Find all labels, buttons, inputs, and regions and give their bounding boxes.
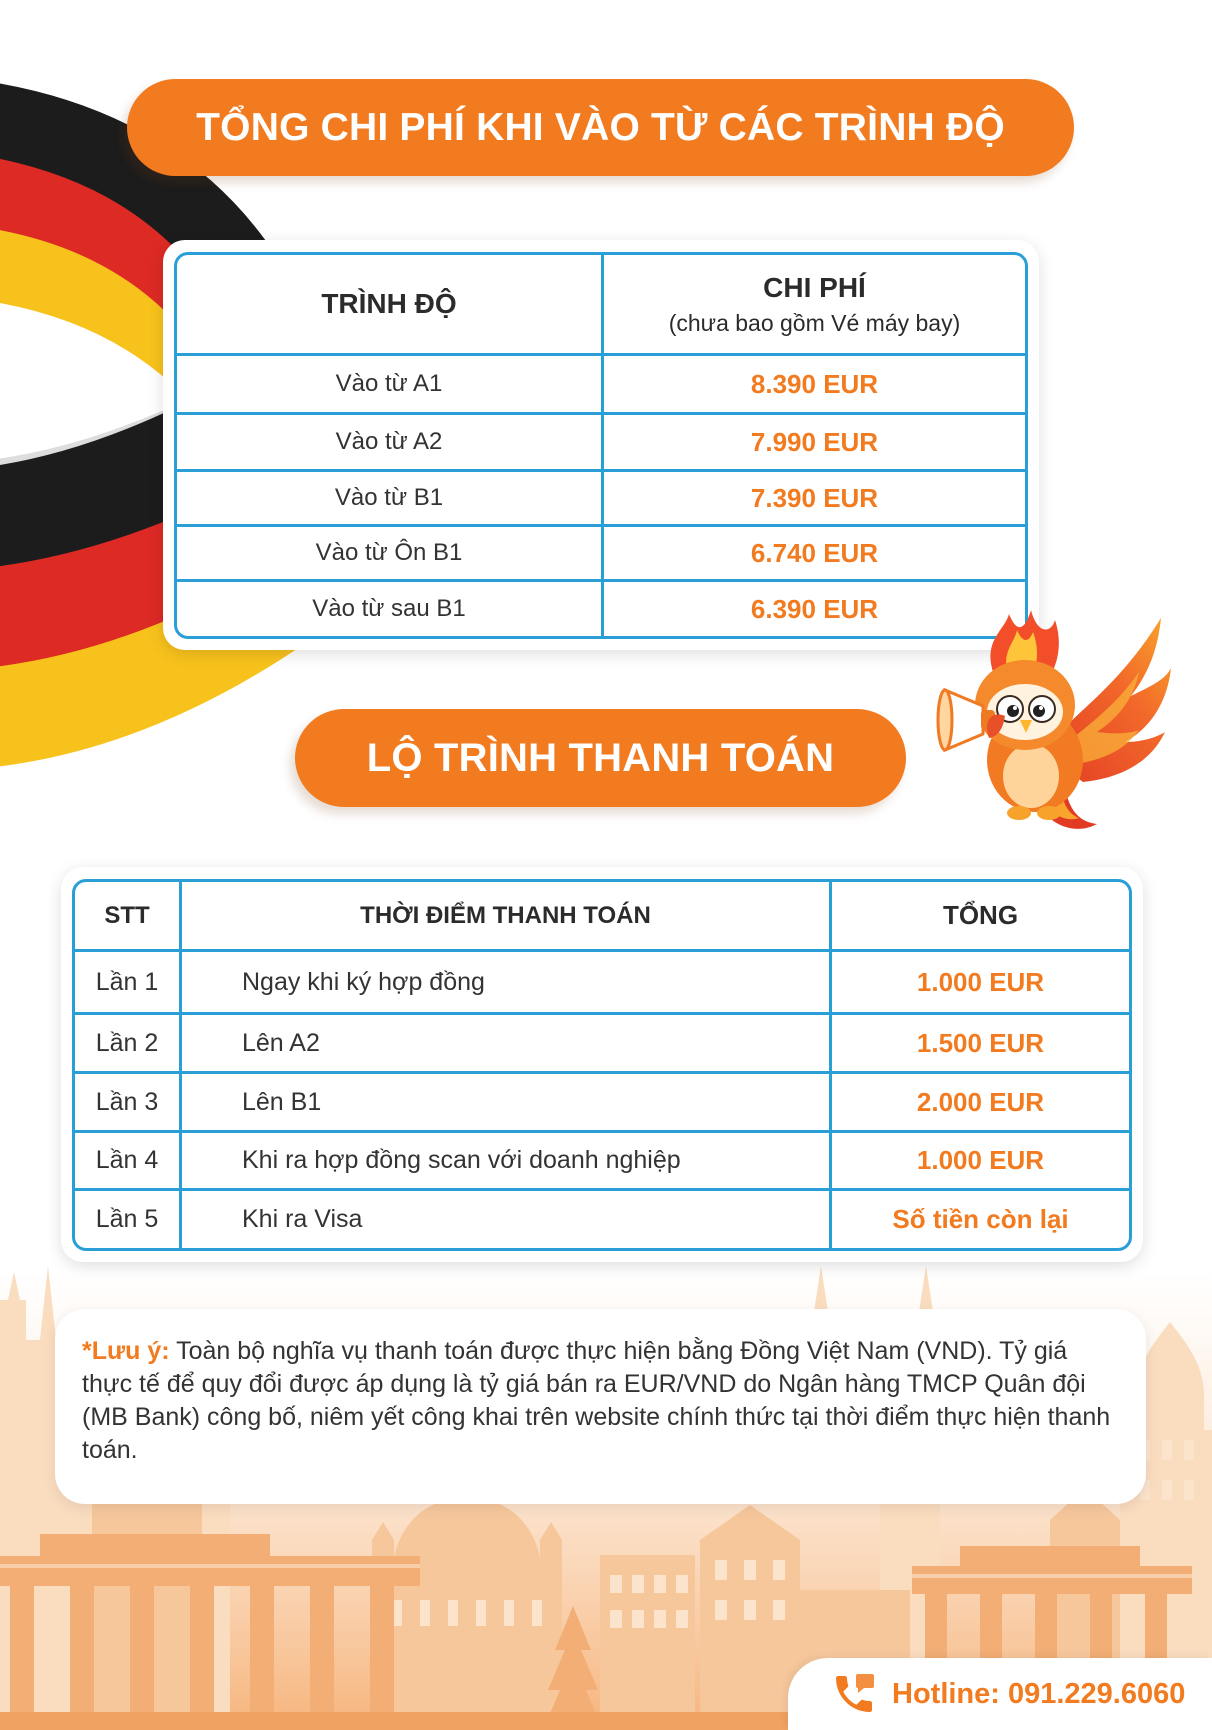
cost-row-level: Vào từ sau B1 [177, 582, 604, 636]
cost-table-header-cost [604, 255, 1025, 356]
hotline-pill [788, 1658, 1212, 1730]
payment-row-no: Lần 5 [75, 1191, 182, 1248]
cost-row-value: 6.740 EUR [604, 527, 1025, 582]
payment-row-no: Lần 1 [75, 952, 182, 1015]
cost-header-title: CHI PHÍ [763, 271, 866, 303]
payment-row-total: 1.000 EUR [832, 952, 1129, 1015]
cost-table-header-level: TRÌNH ĐỘ [177, 255, 604, 356]
payment-row-time: Khi ra Visa [182, 1191, 832, 1248]
hotline-label: Hotline: [892, 1677, 1000, 1710]
note-label: *Lưu ý: [82, 1337, 170, 1365]
payment-row-no: Lần 3 [75, 1074, 182, 1133]
hotline-number: 091.229.6060 [1007, 1677, 1186, 1710]
cost-row-value: 6.390 EUR [750, 593, 879, 624]
note-text: Toàn bộ nghĩa vụ thanh toán được thực hiện bằng Đồng Việt Nam (VND). Tỷ giá thực tế để quy đổi được áp dụng là tỷ giá bán ra EUR/VND do Ngân hàng TMCP Quân đội (MB Bank) công bố, niêm yết công khai trên website chính thức tại thời điểm thực hiện thanh toán. [82, 1337, 1111, 1464]
phone-icon [830, 1670, 878, 1718]
cost-row-value: 7.990 EUR [604, 415, 1025, 472]
payment-row-total: Số tiền còn lại [892, 1204, 1069, 1234]
payment-table [72, 879, 1132, 1251]
payment-header-total: TỔNG [832, 882, 1129, 952]
payment-header-time: THỜI ĐIỂM THANH TOÁN [182, 882, 832, 952]
payment-row-no: Lần 2 [75, 1015, 182, 1074]
payment-section-banner [295, 709, 906, 807]
cost-table [174, 252, 1028, 639]
hotline-text [892, 1678, 1185, 1711]
payment-header-no: STT [75, 882, 182, 952]
cost-row-level: Vào từ B1 [177, 472, 604, 527]
cost-row-level: Vào từ Ôn B1 [177, 527, 604, 582]
payment-row-time: Khi ra hợp đồng scan với doanh nghiệp [182, 1133, 832, 1191]
payment-row-total: 2.000 EUR [832, 1074, 1129, 1133]
payment-row-no: Lần 4 [75, 1133, 182, 1191]
cost-row-value: 8.390 EUR [604, 356, 1025, 415]
phoenix-mascot [925, 610, 1175, 840]
payment-row-time: Lên A2 [182, 1015, 832, 1074]
payment-row-time: Lên B1 [182, 1074, 832, 1133]
payment-row-total: 1.500 EUR [832, 1015, 1129, 1074]
payment-section-title: LỘ TRÌNH THANH TOÁN [366, 735, 835, 780]
cost-header-note: (chưa bao gồm Vé máy bay) [668, 309, 961, 336]
cost-row-level: Vào từ A1 [177, 356, 604, 415]
cost-row-value: 7.390 EUR [604, 472, 1025, 527]
note-card [55, 1309, 1146, 1504]
cost-section-banner [127, 79, 1074, 176]
cost-section-title: TỔNG CHI PHÍ KHI VÀO TỪ CÁC TRÌNH ĐỘ [196, 105, 1005, 149]
cost-row-level: Vào từ A2 [177, 415, 604, 472]
payment-row-time: Ngay khi ký hợp đồng [182, 952, 832, 1015]
payment-row-total: 1.000 EUR [832, 1133, 1129, 1191]
